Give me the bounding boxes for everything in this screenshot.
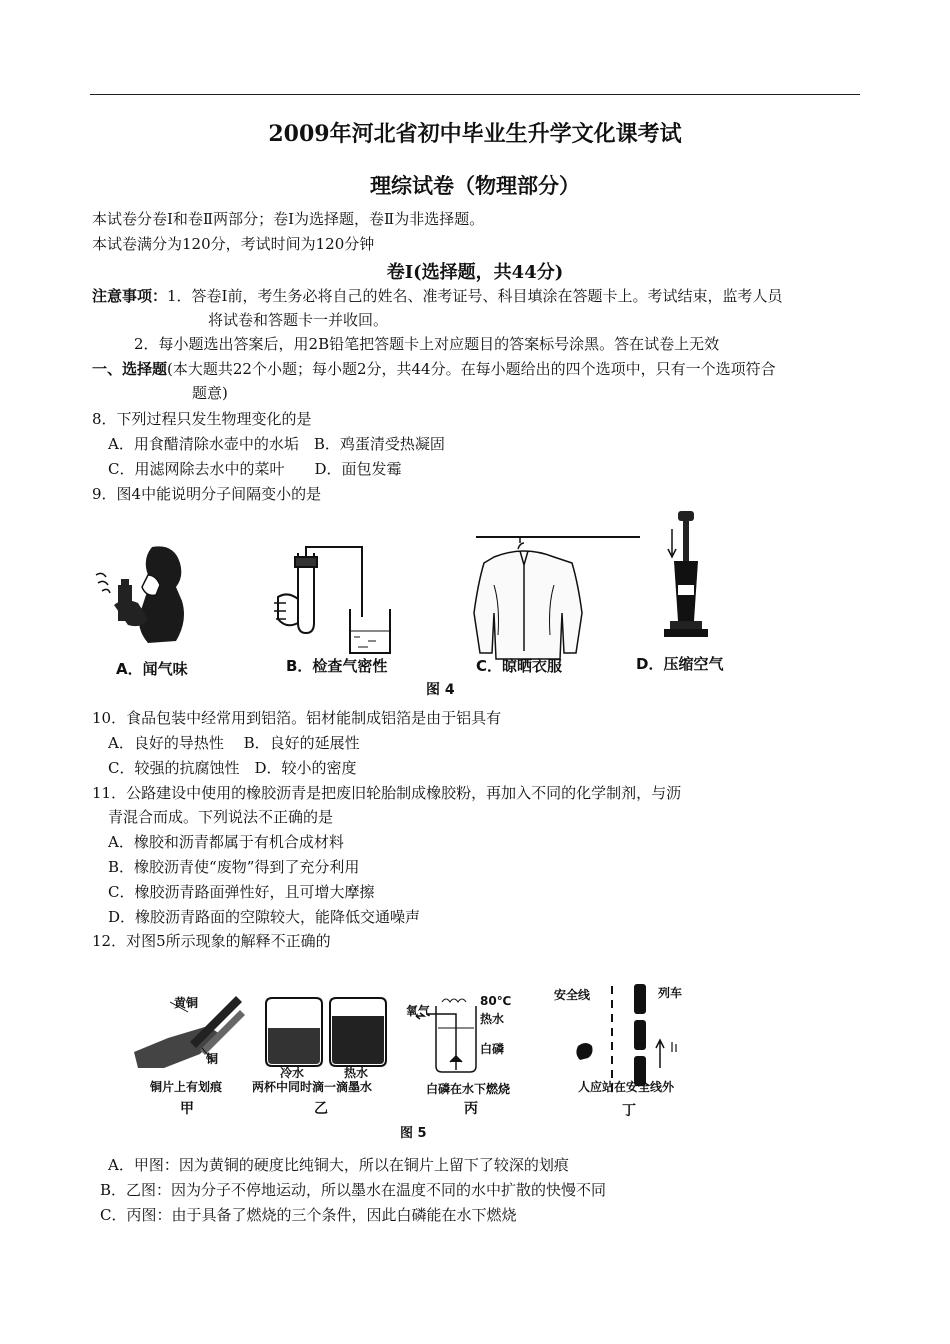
fig4-d-syringe-illustration <box>664 511 708 637</box>
q8-options-row1: A．用食醋清除水壶中的水垢 B．鸡蛋清受热凝固 <box>108 435 445 453</box>
figure-5-drawing <box>130 972 730 1147</box>
fig5-yi-desc: 两杯中同时滴一滴墨水 <box>252 1080 373 1094</box>
q12-option-b: B．乙图：因为分子不停地运动，所以墨水在温度不同的水中扩散的快慢不同 <box>100 1181 607 1199</box>
fig5-yi-name: 乙 <box>314 1101 328 1117</box>
q11-option-d: D．橡胶沥青路面的空隙较大，能降低交通噪声 <box>108 908 421 926</box>
fig4-caption-b: B．检查气密性 <box>286 657 388 675</box>
fig5-bing-phosphorus-label: 白磷 <box>480 1042 505 1056</box>
fig5-bing-hotwater-label: 热水 <box>480 1012 505 1026</box>
exam-subtitle: 理综试卷（物理部分） <box>370 173 580 198</box>
q8-stem: 8．下列过程只发生物理变化的是 <box>92 410 312 428</box>
fig5-bing-name: 丙 <box>464 1101 478 1117</box>
part1-desc <box>92 359 776 379</box>
q10-options-row2: C．较强的抗腐蚀性 D．较小的密度 <box>108 759 357 777</box>
fig5-bing-desc: 白磷在水下燃烧 <box>426 1082 511 1096</box>
fig5-ding-safety-line-label: 安全线 <box>554 988 591 1002</box>
part1-desc-cont: 题意) <box>192 384 228 402</box>
fig5-yi-illustration <box>266 998 386 1066</box>
fig5-ding-desc: 人应站在安全线外 <box>578 1080 675 1094</box>
intro-line-2: 本试卷满分为120分，考试时间为120分钟 <box>92 235 375 253</box>
fig5-jia-desc: 铜片上有划痕 <box>150 1080 223 1094</box>
fig5-jia-name: 甲 <box>180 1101 194 1117</box>
notes-item1-text: 1．答卷I前，考生务必将自己的姓名、准考证号、科目填涂在答题卡上。考试结束，监考人员 <box>167 287 783 305</box>
fig5-bing-oxygen-label: 氧气 <box>406 1004 431 1018</box>
q11-option-a: A．橡胶和沥青都属于有机合成材料 <box>108 833 344 851</box>
notes-item2: 2．每小题选出答案后，用2B铅笔把答题卡上对应题目的答案标号涂黑。答在试卷上无效 <box>134 335 720 353</box>
q11-option-c: C．橡胶沥青路面弹性好，且可增大摩擦 <box>108 883 375 901</box>
figure-4-drawing <box>90 505 850 705</box>
notes-item1 <box>92 286 783 306</box>
fig5-title: 图 5 <box>400 1126 427 1141</box>
fig5-yi-hot-label: 热水 <box>344 1066 369 1080</box>
fig4-caption-d: D．压缩空气 <box>636 655 724 673</box>
fig4-a-person-illustration <box>96 546 184 643</box>
fig5-jia-copper-label: 铜 <box>206 1052 219 1066</box>
figure-4 <box>90 505 850 705</box>
notes-item1-cont: 将试卷和答题卡一并收回。 <box>208 311 389 329</box>
q10-stem: 10．食品包装中经常用到铝箔。铝材能制成铝箔是由于铝具有 <box>92 709 502 727</box>
q12-option-a: A．甲图：因为黄铜的硬度比纯铜大，所以在铜片上留下了较深的划痕 <box>108 1156 569 1174</box>
intro-line-1: 本试卷分卷I和卷Ⅱ两部分；卷I为选择题，卷Ⅱ为非选择题。 <box>92 210 485 228</box>
q8-options-row2: C．用滤网除去水中的菜叶 D．面包发霉 <box>108 460 402 478</box>
notes-label: 注意事项： <box>92 287 168 305</box>
q11-option-b: B．橡胶沥青使“废物”得到了充分利用 <box>108 858 360 876</box>
q11-stem-cont: 青混合而成。下列说法不正确的是 <box>108 808 334 826</box>
top-rule <box>90 94 860 95</box>
fig4-c-shirt-illustration <box>474 537 640 659</box>
fig5-jia-brass-label: 黄铜 <box>174 996 199 1010</box>
exam-title: 2009年河北省初中毕业生升学文化课考试 <box>268 121 682 147</box>
q9-stem: 9．图4中能说明分子间隔变小的是 <box>92 485 322 503</box>
fig5-bing-temp-label: 80℃ <box>480 994 512 1008</box>
section-title: 卷Ⅰ(选择题，共44分) <box>386 262 564 283</box>
part1-desc-text: (本大题共22个小题；每小题2分，共44分。在每小题给出的四个选项中，只有一个选项符合 <box>167 360 776 378</box>
fig5-ding-train-label: 列车 <box>658 986 683 1000</box>
q11-stem: 11．公路建设中使用的橡胶沥青是把废旧轮胎制成橡胶粉，再加入不同的化学制剂，与沥 <box>92 784 682 802</box>
q12-option-c: C．丙图：由于具备了燃烧的三个条件，因此白磷能在水下燃烧 <box>100 1206 517 1224</box>
figure-5 <box>130 972 730 1147</box>
fig4-title: 图 4 <box>426 682 455 698</box>
part1-label: 一、选择题 <box>92 360 168 378</box>
q12-stem: 12．对图5所示现象的解释不正确的 <box>92 932 331 950</box>
fig4-caption-c: C．晾晒衣服 <box>476 657 563 675</box>
fig5-ding-name: 丁 <box>622 1103 636 1119</box>
fig4-caption-a: A．闻气味 <box>116 660 188 678</box>
fig5-yi-cold-label: 冷水 <box>280 1066 305 1080</box>
fig4-b-airtightness-illustration <box>274 547 390 653</box>
q10-options-row1: A．良好的导热性 B．良好的延展性 <box>108 734 360 752</box>
